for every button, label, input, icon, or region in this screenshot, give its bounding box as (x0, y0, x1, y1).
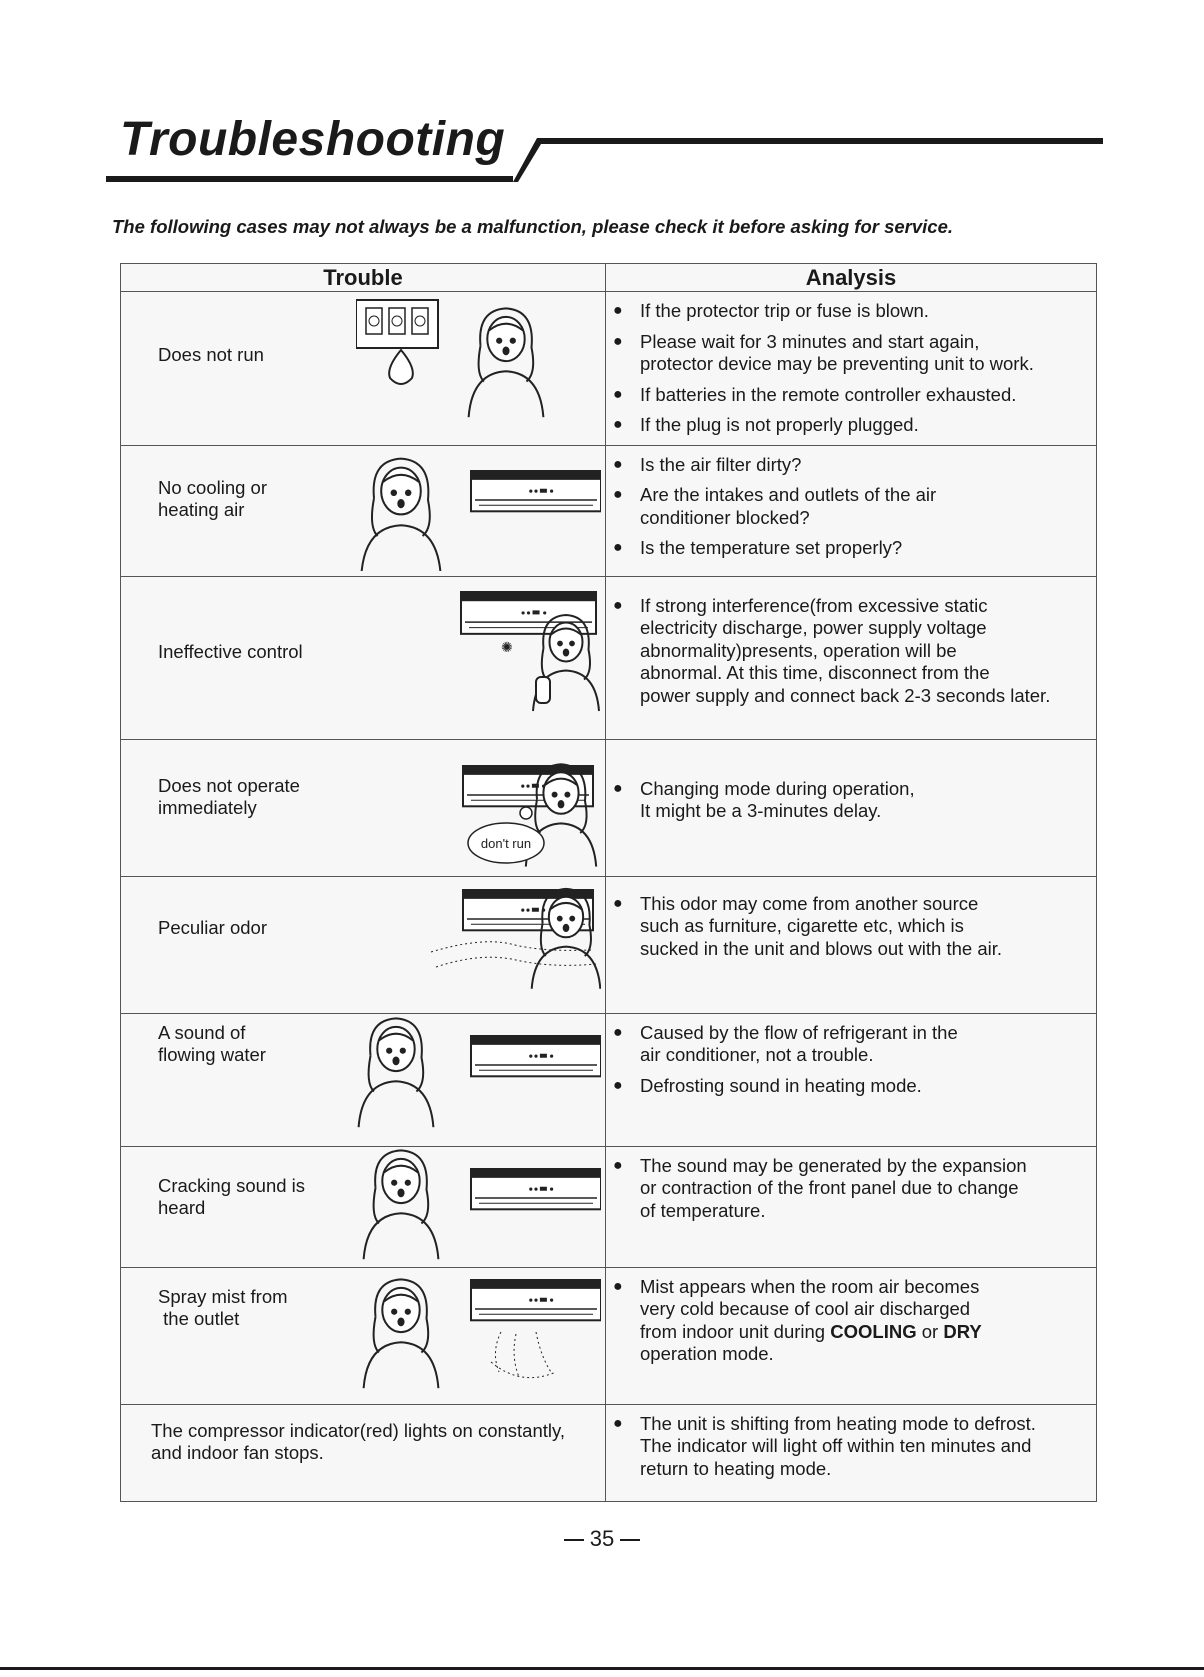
woman-figure (364, 1279, 439, 1388)
table-row (121, 1146, 1097, 1267)
analysis-text: If strong interference(from excessive static electricity discharge, power supply voltage abnormality)presents, operation will be abnormal. At this time, disconnect from the power supply and connect back 2-3 seconds later. (640, 594, 1051, 706)
bullet-icon: ● (613, 779, 623, 797)
bullet-icon: ● (613, 1023, 623, 1041)
dash-right (620, 1539, 640, 1541)
analysis-item (606, 1155, 1096, 1223)
illustration (341, 1272, 601, 1405)
analysis-text: If batteries in the remote controller exhausted. (640, 383, 1017, 405)
analysis-list (606, 1405, 1096, 1481)
trouble-label: No cooling or heating air (158, 476, 268, 520)
bullet-icon: ● (613, 332, 623, 350)
analysis-item (606, 384, 1096, 407)
svg-text:✺: ✺ (501, 638, 513, 655)
bullet-icon: ● (613, 539, 623, 556)
analysis-text: Mist appears when the room air becomes very cold because of cool air discharged from indoor unit during COOLING or DRY operation mode. (640, 1275, 982, 1364)
trouble-cell (121, 292, 606, 446)
woman-covering-nose-icon (341, 882, 601, 1007)
illustration (341, 1149, 601, 1269)
header-rule-graphic (0, 0, 1204, 200)
analysis-list (606, 577, 1096, 708)
analysis-cell (606, 292, 1097, 446)
table-row (121, 576, 1097, 739)
trouble-column-header: Trouble (121, 264, 606, 292)
woman-with-remote-icon (341, 587, 601, 732)
ac-unit-icon (471, 1169, 601, 1209)
analysis-cell (606, 1267, 1097, 1404)
analysis-item (606, 1075, 1096, 1098)
remote-icon (536, 677, 550, 703)
trouble-label: Peculiar odor (158, 916, 268, 938)
analysis-text: Is the air filter dirty? (640, 453, 802, 475)
dont-run-bubble-icon (341, 748, 601, 873)
analysis-text: The unit is shifting from heating mode to defrost. The indicator will light off within ten minutes and return to heating mode. (640, 1412, 1036, 1479)
analysis-item (606, 1022, 1096, 1067)
ac-unit-icon (471, 471, 601, 511)
footer-rule (0, 1667, 1204, 1670)
analysis-item (606, 595, 1096, 708)
analysis-list (606, 877, 1096, 961)
analysis-list (606, 740, 1096, 823)
trouble-cell (121, 1146, 606, 1267)
illustration (341, 1014, 601, 1149)
ac-unit-icon (471, 1280, 601, 1320)
analysis-cell (606, 876, 1097, 1013)
troubleshooting-table (120, 263, 1097, 1502)
trouble-label: The compressor indicator(red) lights on constantly, and indoor fan stops. (151, 1419, 566, 1463)
analysis-item (606, 1276, 1096, 1366)
bullet-icon: ● (613, 1414, 623, 1432)
analysis-text: Is the temperature set properly? (640, 537, 903, 558)
analysis-text: The sound may be generated by the expansion or contraction of the front panel due to change of temperature. (640, 1154, 1027, 1221)
analysis-list (606, 1268, 1096, 1366)
analysis-list (606, 292, 1096, 437)
woman-figure (359, 1018, 434, 1127)
table-row (121, 1013, 1097, 1146)
bullet-icon: ● (613, 486, 623, 503)
bullet-icon: ● (613, 302, 623, 319)
analysis-cell (606, 1013, 1097, 1146)
trouble-cell (121, 1404, 606, 1501)
trouble-label: A sound of flowing water (158, 1021, 266, 1065)
trouble-cell (121, 1267, 606, 1404)
bullet-icon: ● (613, 1277, 623, 1295)
illustration (356, 294, 586, 439)
trouble-cell (121, 739, 606, 876)
analysis-text: Please wait for 3 minutes and start again, protector device may be preventing unit to work. (640, 330, 1034, 374)
page-number (0, 1526, 1204, 1552)
analysis-item (606, 1413, 1096, 1481)
bullet-icon: ● (613, 385, 623, 403)
trouble-label: Does not operate immediately (158, 774, 300, 818)
analysis-item (606, 778, 1096, 823)
woman-surprised-icon (341, 1149, 601, 1264)
woman-pointing-at-ac-icon (341, 451, 601, 571)
trouble-label: Ineffective control (158, 640, 303, 662)
bullet-icon: ● (613, 1076, 623, 1094)
bullet-icon: ● (613, 1156, 623, 1174)
analysis-cell (606, 1146, 1097, 1267)
trouble-cell (121, 576, 606, 739)
analysis-text: This odor may come from another source such as furniture, cigarette etc, which is sucked in the unit and blows out with the air. (640, 892, 1002, 959)
analysis-list (606, 1147, 1096, 1223)
table-row (121, 739, 1097, 876)
woman-mist-icon (341, 1272, 601, 1400)
table-header-row (121, 264, 1097, 292)
analysis-list (606, 446, 1096, 560)
analysis-text: Are the intakes and outlets of the air conditioner blocked? (640, 484, 937, 528)
analysis-text: Caused by the flow of refrigerant in the air conditioner, not a trouble. (640, 1021, 958, 1065)
analysis-text: If the protector trip or fuse is blown. (640, 300, 929, 321)
analysis-text: If the plug is not properly plugged. (640, 414, 919, 435)
analysis-cell (606, 1404, 1097, 1501)
analysis-item (606, 537, 1096, 560)
analysis-text: Changing mode during operation, It might be a 3-minutes delay. (640, 777, 915, 821)
illustration (341, 587, 601, 737)
woman-listening-icon (341, 1014, 601, 1144)
drop-icon (389, 350, 413, 384)
trouble-cell (121, 445, 606, 576)
analysis-cell (606, 739, 1097, 876)
trouble-label: Cracking sound is heard (158, 1174, 306, 1218)
analysis-item (606, 300, 1096, 323)
page-number-text: 35 (589, 1526, 615, 1551)
analysis-item (606, 331, 1096, 376)
analysis-list (606, 1014, 1096, 1098)
table-row (121, 876, 1097, 1013)
page-header (0, 0, 1204, 200)
table-row (121, 1267, 1097, 1404)
illustration (341, 882, 601, 1012)
bullet-icon: ● (613, 416, 623, 433)
analysis-item (606, 454, 1096, 477)
bullet-icon: ● (613, 455, 623, 473)
analysis-cell (606, 576, 1097, 739)
fuse-box-woman-icon (356, 294, 586, 434)
analysis-item (606, 893, 1096, 961)
analysis-cell (606, 445, 1097, 576)
table-row (121, 292, 1097, 446)
woman-figure (364, 1150, 439, 1259)
trouble-cell (121, 1013, 606, 1146)
table-row (121, 1404, 1097, 1501)
dash-left (564, 1539, 584, 1541)
trouble-label: Does not run (158, 344, 264, 365)
analysis-item (606, 414, 1096, 437)
trouble-label: Spray mist from the outlet (158, 1285, 288, 1329)
woman-figure (469, 308, 544, 417)
illustration (341, 451, 601, 576)
trouble-cell (121, 876, 606, 1013)
bullet-icon: ● (613, 596, 623, 614)
page-subtitle: The following cases may not always be a malfunction, please check it before asking for service. (112, 216, 954, 237)
bullet-icon: ● (613, 894, 623, 912)
analysis-column-header: Analysis (606, 264, 1097, 292)
page-title: Troubleshooting (120, 113, 506, 166)
bubble-text: don't run (480, 835, 532, 851)
illustration (341, 748, 601, 878)
analysis-text: Defrosting sound in heating mode. (640, 1074, 922, 1096)
woman-figure (361, 458, 440, 570)
table-row (121, 445, 1097, 576)
ac-unit-icon (471, 1036, 601, 1076)
analysis-item (606, 484, 1096, 529)
